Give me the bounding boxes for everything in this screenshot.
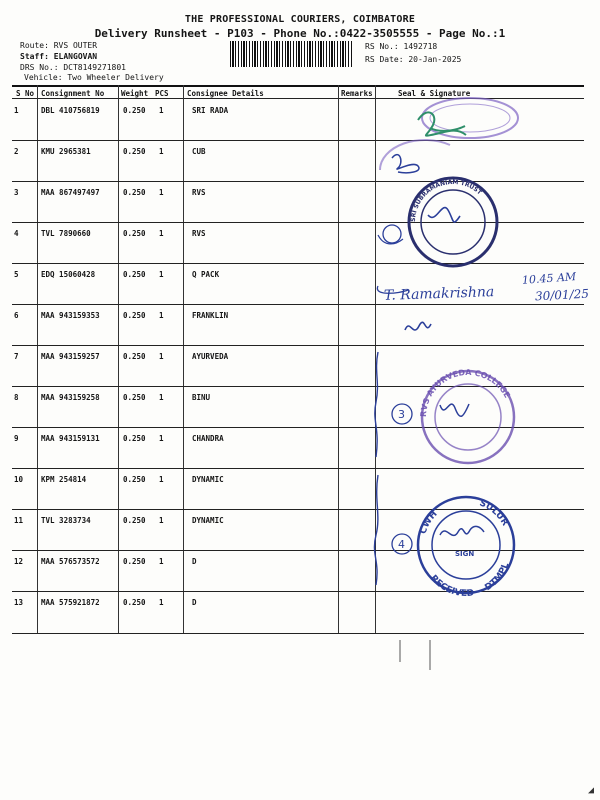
table-row: [12, 304, 584, 345]
drs-text: DRS No.: DCT8149271801: [20, 63, 126, 72]
rs-date-text: RS Date: 20-Jan-2025: [365, 55, 462, 64]
row-consignee: CHANDRA: [192, 434, 224, 443]
runsheet-title: Delivery Runsheet - P103 - Phone No.:0422-3505555 - Page No.:1: [94, 27, 506, 40]
company-title: THE PROFESSIONAL COURIERS, COIMBATORE: [184, 14, 416, 25]
row-consignment: MAA 943159258: [41, 393, 100, 402]
route-text: Route: RVS OUTER: [20, 41, 98, 50]
row-sno: 4: [14, 229, 19, 238]
row-consignee: D: [192, 598, 197, 607]
header-consignment: Consignment No: [41, 89, 105, 98]
row-consignee: RVS: [192, 229, 206, 238]
row-sno: 6: [14, 311, 19, 320]
row-divider: [12, 509, 584, 510]
header-seal-signature: Seal & Signature: [398, 89, 471, 98]
seal-trust-text: SRI SUBRAMANIAM TRUST: [409, 178, 483, 223]
table-row: [12, 509, 584, 550]
header-weight: Weight: [121, 89, 149, 98]
row-divider: [12, 222, 584, 223]
row-pcs: 1: [159, 229, 164, 238]
page-corner-icon: ◢: [587, 785, 594, 796]
row-consignment: EDQ 15060428: [41, 270, 96, 279]
row-sno: 12: [14, 557, 24, 566]
row-consignee: DYNAMIC: [192, 475, 224, 484]
row-consignee: DYNAMIC: [192, 516, 224, 525]
row-sno: 10: [14, 475, 24, 484]
row-pcs: 1: [159, 393, 164, 402]
staff-value: ELANGOVAN: [53, 52, 98, 61]
table-bottom-rule: [12, 633, 584, 634]
row-divider: [12, 427, 584, 428]
seal-college-text: RVS AYURVEDA COLLEGE: [418, 367, 512, 418]
row-weight: 0.250: [123, 434, 146, 443]
table-row: [12, 345, 584, 386]
vehicle-text: Vehicle: Two Wheeler Delivery: [24, 73, 164, 82]
row-consignment: MAA 575921872: [41, 598, 100, 607]
row-weight: 0.250: [123, 598, 146, 607]
row-divider: [12, 304, 584, 305]
circled-3-text: 3: [398, 408, 405, 421]
handwritten-time: 10.45 AM: [521, 270, 577, 287]
row-divider: [12, 140, 584, 141]
seal-cwh-text: CWH: [418, 509, 440, 536]
row-consignment: MAA 943159353: [41, 311, 100, 320]
staff-text: [20, 52, 97, 61]
seal-sign-text: SIGN: [455, 550, 475, 558]
table-row: [12, 550, 584, 594]
row-consignee: CUB: [192, 147, 206, 156]
row-pcs: 1: [159, 352, 164, 361]
row-pcs: 1: [159, 434, 164, 443]
row-consignee: FRANKLIN: [192, 311, 229, 320]
row-pcs: 1: [159, 311, 164, 320]
row-divider: [12, 468, 584, 469]
rs-no-text: RS No.: 1492718: [365, 42, 438, 51]
table-top-rule: [12, 85, 584, 87]
header-consignee: Consignee Details: [187, 89, 264, 98]
row-sno: 2: [14, 147, 19, 156]
row-sno: 9: [14, 434, 19, 443]
staff-label: Staff:: [20, 52, 49, 61]
seal-sulur-text: SULUR: [477, 498, 510, 528]
row-sno: 7: [14, 352, 19, 361]
table-row: [12, 99, 584, 140]
row-consignee: RVS: [192, 188, 206, 197]
handwritten-name: T. Ramakrishna: [383, 284, 495, 304]
row-sno: 13: [14, 598, 24, 607]
row-pcs: 1: [159, 516, 164, 525]
row-weight: 0.250: [123, 475, 146, 484]
row-divider: [12, 386, 584, 387]
row-weight: 0.250: [123, 106, 146, 115]
row-consignment: TVL 3283734: [41, 516, 91, 525]
row-consignment: MAA 576573572: [41, 557, 100, 566]
table-row: [12, 140, 584, 181]
table-row: [12, 386, 584, 427]
table-row: [12, 591, 584, 632]
row-weight: 0.250: [123, 352, 146, 361]
header-pcs: PCS: [155, 89, 169, 98]
row-consignment: KMU 2965381: [41, 147, 91, 156]
row-weight: 0.250: [123, 229, 146, 238]
row-pcs: 1: [159, 598, 164, 607]
row-weight: 0.250: [123, 270, 146, 279]
table-row: [12, 468, 584, 509]
row-pcs: 1: [159, 475, 164, 484]
row-sno: 11: [14, 516, 24, 525]
row-divider: [12, 181, 584, 182]
row-consignment: MAA 943159257: [41, 352, 100, 361]
table-row: [12, 222, 584, 263]
seal-received-text: RECEIVED: [428, 573, 475, 600]
row-sno: 3: [14, 188, 19, 197]
row-pcs: 1: [159, 147, 164, 156]
row-sno: 8: [14, 393, 19, 402]
row-weight: 0.250: [123, 188, 146, 197]
row-pcs: 1: [159, 270, 164, 279]
row-consignee: Q PACK: [192, 270, 220, 279]
row-weight: 0.250: [123, 557, 146, 566]
row-consignment: KPM 254814: [41, 475, 87, 484]
row-weight: 0.250: [123, 393, 146, 402]
table-row: [12, 178, 584, 223]
seal-dtmpl-text: DTMPL: [483, 561, 512, 594]
handwritten-date: 30/01/25: [534, 286, 590, 304]
row-pcs: 1: [159, 188, 164, 197]
row-consignment: DBL 410756819: [41, 106, 100, 115]
header-remarks: Remarks: [341, 89, 373, 98]
barcode: [230, 41, 352, 67]
row-divider: [12, 345, 584, 346]
row-sno: 1: [14, 106, 19, 115]
row-divider: [12, 263, 584, 264]
row-divider: [12, 591, 584, 592]
row-consignment: MAA 867497497: [41, 188, 100, 197]
row-consignee: AYURVEDA: [192, 352, 229, 361]
row-weight: 0.250: [123, 147, 146, 156]
header-sno: S No: [16, 89, 35, 98]
circled-4-text: 4: [398, 538, 405, 551]
row-divider: [12, 550, 584, 551]
row-consignment: TVL 7890660: [41, 229, 91, 238]
row-consignee: D: [192, 557, 197, 566]
table-row: [12, 263, 584, 304]
row-weight: 0.250: [123, 516, 146, 525]
table-row: [12, 427, 584, 468]
row-consignee: BINU: [192, 393, 211, 402]
row-consignment: MAA 943159131: [41, 434, 100, 443]
row-pcs: 1: [159, 557, 164, 566]
row-consignee: SRI RADA: [192, 106, 229, 115]
row-pcs: 1: [159, 106, 164, 115]
row-weight: 0.250: [123, 311, 146, 320]
row-sno: 5: [14, 270, 19, 279]
